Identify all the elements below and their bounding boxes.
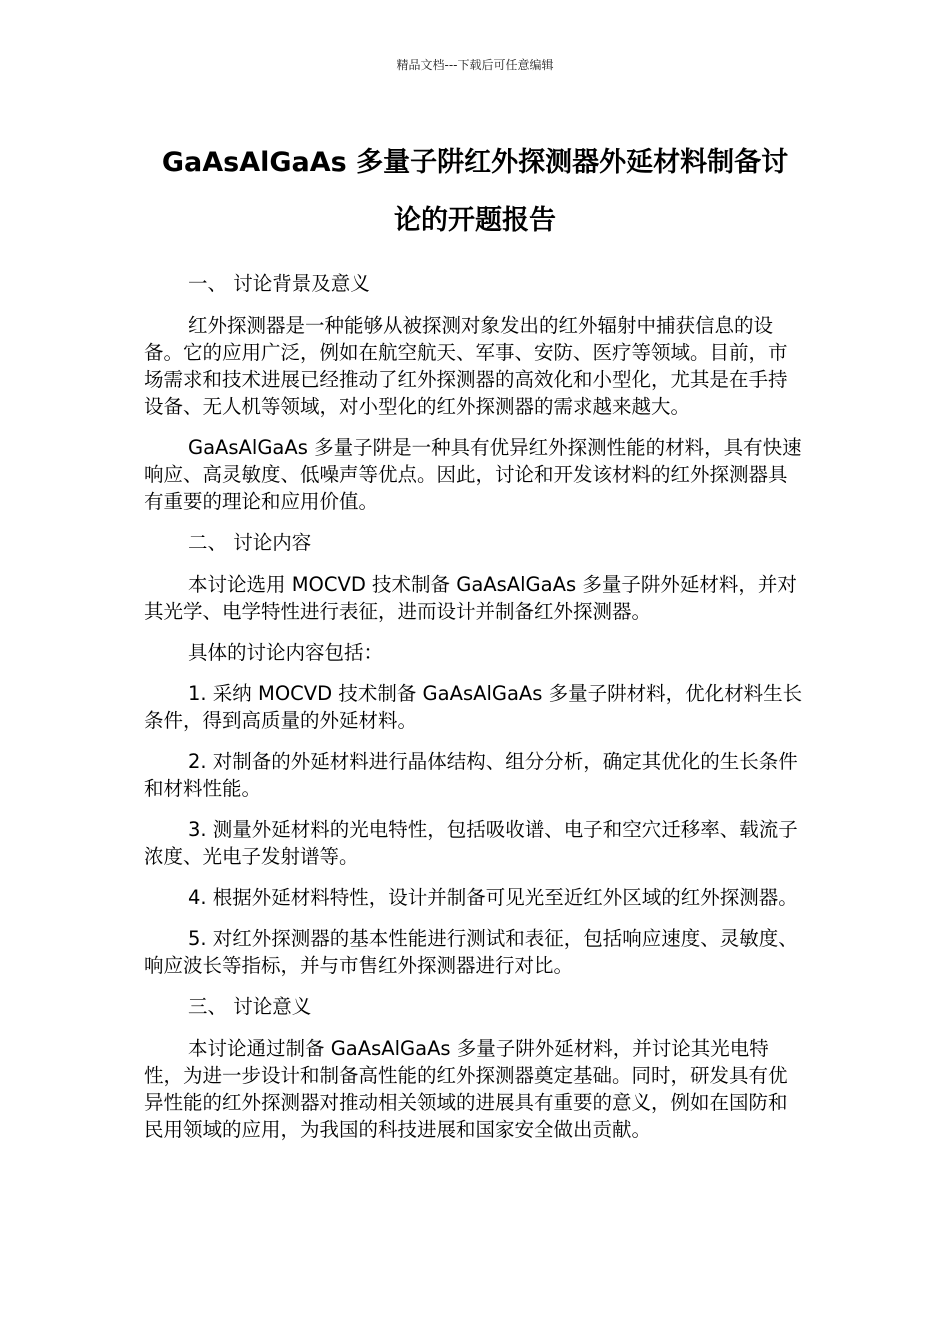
document-title [145, 134, 805, 250]
document-body [144, 270, 806, 1157]
content-list-item: 2. 对制备的外延材料进行晶体结构、组分分析，确定其优化的生长条件和材料性能。 [144, 750, 798, 800]
section-1-paragraph-2: GaAsAlGaAs 多量子阱是一种具有优异红外探测性能的材料，具有快速响应、高灵敏度、低噪声等优点。因此，讨论和开发该材料的红外探测器具有重要的理论和应用价值。 [144, 436, 802, 513]
section-3-heading: 三、 讨论意义 [188, 995, 312, 1018]
title-line-2: 论的开题报告 [394, 205, 556, 236]
content-list-item: 1. 采纳 MOCVD 技术制备 GaAsAlGaAs 多量子阱材料，优化材料生长条件，得到高质量的外延材料。 [144, 682, 803, 732]
header-note: 精品文档---下载后可任意编辑 [396, 58, 554, 72]
content-list-item: 4. 根据外延材料特性，设计并制备可见光至近红外区域的红外探测器。 [188, 886, 798, 909]
content-list-item: 3. 测量外延材料的光电特性，包括吸收谱、电子和空穴迁移率、载流子浓度、光电子发射谱等。 [144, 818, 798, 868]
section-1-paragraph-1: 红外探测器是一种能够从被探测对象发出的红外辐射中捕获信息的设备。它的应用广泛，例如在航空航天、军事、安防、医疗等领域。目前，市场需求和技术进展已经推动了红外探测器的高效化和小型化，尤其是在手持设备、无人机等领域，对小型化的红外探测器的需求越来越大。 [144, 314, 788, 418]
section-2-heading: 二、 讨论内容 [188, 531, 312, 554]
section-2-paragraph-2: 具体的讨论内容包括： [188, 641, 384, 664]
section-2-paragraph-1: 本讨论选用 MOCVD 技术制备 GaAsAlGaAs 多量子阱外延材料，并对其光学、电学特性进行表征，进而设计并制备红外探测器。 [144, 573, 797, 623]
section-1-heading: 一、 讨论背景及意义 [188, 272, 370, 295]
title-line-1: GaAsAlGaAs 多量子阱红外探测器外延材料制备讨 [161, 147, 789, 178]
section-3-paragraph-1: 本讨论通过制备 GaAsAlGaAs 多量子阱外延材料，并讨论其光电特性，为进一步设计和制备高性能的红外探测器奠定基础。同时，研发具有优异性能的红外探测器对推动相关领域的进展具有重要的意义，例如在国防和民用领域的应用，为我国的科技进展和国家安全做出贡献。 [144, 1037, 788, 1141]
content-list-item: 5. 对红外探测器的基本性能进行测试和表征，包括响应速度、灵敏度、响应波长等指标，并与市售红外探测器进行对比。 [144, 927, 798, 977]
